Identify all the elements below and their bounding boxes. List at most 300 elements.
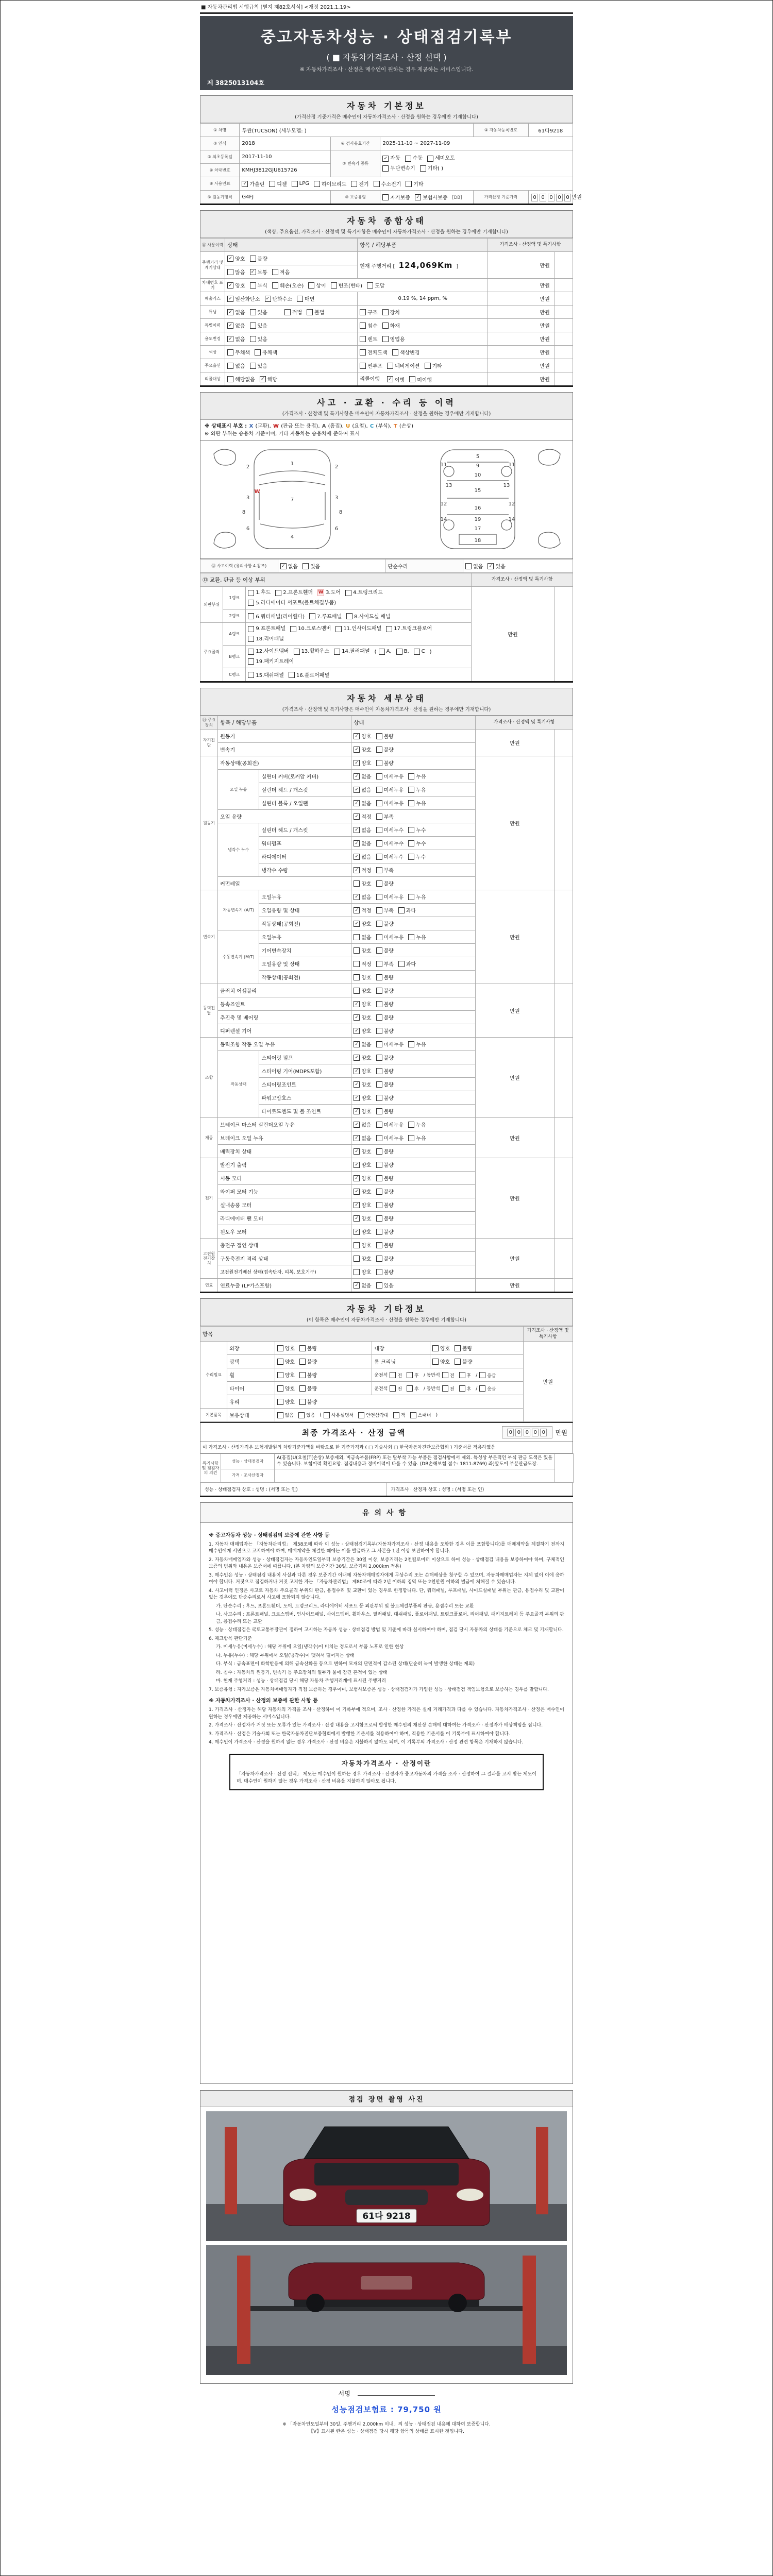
option-label: 부식 <box>257 283 267 289</box>
checkbox-option[interactable] <box>227 348 250 356</box>
option-label: 15.대쉬패널 <box>256 673 284 679</box>
checkbox-option[interactable] <box>354 1054 371 1061</box>
checkbox-option[interactable] <box>354 1107 371 1115</box>
notice-item: 1. 가격조사 · 산정자는 해당 자동차의 가격을 조사 · 산정하여 이 기록부에 적으며, 조사 · 산정한 가격은 실제 거래가격과 다를 수 있습니다. 자동차가격조사 · 산정은 매수인이 원하는 경우에만 제공하는 서비스입니다. <box>209 1707 564 1720</box>
checkbox-option[interactable] <box>376 853 404 860</box>
options-cell <box>358 359 488 372</box>
checkbox-option[interactable] <box>334 647 370 656</box>
option-label: 네비게이션 <box>395 364 420 369</box>
checkbox-option[interactable] <box>299 1398 317 1405</box>
checkbox: ✓ <box>354 1095 360 1101</box>
checkbox-option[interactable] <box>354 1067 371 1075</box>
checkbox-option[interactable] <box>376 1228 394 1235</box>
signature-blank[interactable] <box>358 2389 435 2396</box>
options-cell <box>351 1078 476 1091</box>
checkbox-option[interactable] <box>398 906 416 914</box>
checkbox-option[interactable] <box>354 933 371 941</box>
checkbox-option[interactable] <box>376 1188 394 1195</box>
checkbox-option[interactable] <box>280 562 298 570</box>
options-cell <box>351 1145 476 1158</box>
option-label: B, <box>404 649 409 654</box>
checkbox-option[interactable] <box>354 879 371 887</box>
headlight-right <box>457 2189 483 2201</box>
checkbox-option[interactable] <box>374 180 401 188</box>
digit-box: 0 <box>515 1429 522 1436</box>
options-cell <box>351 863 476 877</box>
checkbox-option[interactable] <box>376 893 404 901</box>
checkbox <box>324 1412 330 1418</box>
checkbox-option[interactable] <box>250 335 267 343</box>
checkbox-option[interactable] <box>307 308 324 316</box>
checkbox <box>408 894 414 900</box>
checkbox-option[interactable] <box>376 1094 394 1101</box>
option-label: 양호 <box>440 1360 450 1366</box>
checkbox-option[interactable] <box>324 1412 354 1418</box>
checkbox-option[interactable] <box>242 180 264 188</box>
checkbox-option[interactable] <box>227 268 245 276</box>
checkbox-option[interactable] <box>354 1281 371 1289</box>
mini-view-rear-right <box>539 532 560 548</box>
checkbox-option[interactable] <box>255 348 277 356</box>
checkbox-option[interactable] <box>227 321 245 329</box>
checkbox-option[interactable] <box>354 893 371 901</box>
checkbox-option[interactable] <box>376 1027 394 1035</box>
checkbox-option[interactable] <box>376 1000 394 1008</box>
checkbox-option[interactable] <box>277 1412 294 1418</box>
checkbox-option[interactable] <box>248 671 284 679</box>
checkbox <box>382 194 389 200</box>
checkbox-option[interactable] <box>410 1412 431 1418</box>
checkbox-option[interactable] <box>409 376 432 383</box>
checkbox-option[interactable] <box>248 598 336 608</box>
checkbox-option[interactable] <box>408 893 426 901</box>
checkbox-option[interactable] <box>354 1268 371 1276</box>
checkbox-option[interactable] <box>358 1412 388 1418</box>
checkbox-option[interactable] <box>248 657 294 667</box>
checkbox-option[interactable] <box>331 281 362 289</box>
checkbox-option[interactable] <box>425 362 442 369</box>
checkbox-option[interactable] <box>248 634 284 644</box>
checkbox-option[interactable] <box>354 799 371 807</box>
option-label: 없음 <box>361 774 372 780</box>
checkbox <box>277 1372 283 1378</box>
diagram-panel-number: 7 <box>290 497 294 503</box>
checkbox-option[interactable] <box>265 295 293 302</box>
option-label: C <box>421 649 425 654</box>
checkbox-option[interactable] <box>360 335 377 343</box>
checkbox-option[interactable] <box>248 647 289 656</box>
checkbox-option[interactable] <box>351 180 368 188</box>
checkbox-option[interactable] <box>420 164 443 174</box>
checkbox-option[interactable] <box>284 308 302 316</box>
checkbox-option[interactable] <box>345 588 383 598</box>
checkbox-option[interactable] <box>387 362 419 369</box>
label-cell: 냉각수 수량 <box>259 863 351 877</box>
checkbox-option[interactable] <box>376 839 404 847</box>
car-diagram-svg <box>205 443 569 555</box>
checkbox-option[interactable] <box>415 193 447 201</box>
checkbox-option[interactable] <box>248 588 271 598</box>
checkbox-option[interactable] <box>227 295 260 302</box>
checkbox-option[interactable] <box>465 562 483 570</box>
checkbox-option[interactable] <box>408 853 426 860</box>
checkbox-option[interactable] <box>376 960 394 968</box>
checkbox-option[interactable] <box>227 362 245 369</box>
checkbox-option[interactable] <box>346 612 391 620</box>
checkbox-option[interactable] <box>297 295 314 302</box>
checkbox-option[interactable] <box>248 624 285 634</box>
checkbox-option[interactable] <box>408 1040 426 1048</box>
checkbox-option[interactable] <box>382 193 410 201</box>
option-label: 양호 <box>361 1257 372 1262</box>
empty-cell <box>554 346 573 359</box>
options-cell <box>225 292 358 306</box>
label-cell: 실린더 커버(로커암 커버) <box>259 770 351 783</box>
checkbox-option[interactable] <box>354 1241 371 1249</box>
checkbox-option[interactable] <box>376 987 394 994</box>
checkbox-option[interactable] <box>376 1174 394 1182</box>
checkbox-option[interactable] <box>405 154 423 163</box>
checkbox-option[interactable] <box>227 308 245 316</box>
checkbox-option[interactable] <box>354 1080 371 1088</box>
checkbox: ✓ <box>354 921 360 927</box>
checkbox-option[interactable] <box>289 671 329 679</box>
checkbox-option[interactable] <box>382 321 400 329</box>
options-cell <box>246 668 472 682</box>
checkbox-option[interactable] <box>398 960 416 968</box>
w-mark-option[interactable] <box>317 588 341 598</box>
label-cell: 작동상태(공회전) <box>218 756 351 770</box>
checkbox-option[interactable] <box>376 1147 394 1155</box>
checkbox-option[interactable] <box>290 624 331 634</box>
option-label: 없음 <box>284 1413 294 1419</box>
checkbox-option[interactable] <box>299 1384 317 1392</box>
checkbox-option[interactable] <box>272 268 290 276</box>
checkbox-option[interactable] <box>376 1067 394 1075</box>
checkbox-option[interactable] <box>354 973 371 981</box>
price-appraisal-info-box <box>229 1754 544 1791</box>
checkbox-option[interactable] <box>382 335 405 343</box>
option-label: 불량 <box>383 734 394 740</box>
option-label: 과다 <box>406 962 416 968</box>
checkbox-option[interactable] <box>354 1000 371 1008</box>
checkbox-option[interactable] <box>376 1040 404 1048</box>
checkbox-option[interactable] <box>354 786 371 793</box>
checkbox-option[interactable] <box>250 321 267 329</box>
checkbox-option[interactable] <box>459 1385 472 1392</box>
checkbox-option[interactable] <box>376 1268 394 1276</box>
checkbox-option[interactable] <box>298 1412 315 1418</box>
checkbox-option[interactable] <box>354 920 371 927</box>
checkbox-option[interactable] <box>299 1371 317 1379</box>
checkbox-option[interactable] <box>408 799 426 807</box>
checkbox-option[interactable] <box>376 933 404 941</box>
checkbox-option[interactable] <box>354 1228 371 1235</box>
checkbox-option[interactable] <box>354 987 371 994</box>
checkbox-option[interactable] <box>408 1134 426 1142</box>
checkbox-option[interactable] <box>376 1255 394 1262</box>
checkbox-option[interactable] <box>354 1214 371 1222</box>
checkbox-option[interactable] <box>387 376 405 383</box>
option-label: 양호 <box>284 1400 295 1406</box>
checkbox-option[interactable] <box>227 375 255 383</box>
checkbox-option[interactable] <box>382 154 400 163</box>
checkbox-option[interactable] <box>376 1121 404 1128</box>
checkbox-option[interactable] <box>459 1372 472 1379</box>
checkbox-option[interactable] <box>292 181 309 187</box>
checkbox-option[interactable] <box>354 732 371 740</box>
legend-code: T <box>393 423 397 429</box>
checkbox-option[interactable] <box>272 281 304 289</box>
checkbox-option[interactable] <box>408 839 426 847</box>
checkbox-option[interactable] <box>354 772 371 780</box>
checkbox-option[interactable] <box>354 866 371 874</box>
checkbox <box>376 1175 382 1181</box>
checkbox-option[interactable] <box>442 1372 455 1379</box>
checkbox-option[interactable] <box>479 1372 496 1379</box>
options-cell <box>225 346 358 359</box>
checkbox-option[interactable] <box>354 826 371 834</box>
checkbox-option[interactable] <box>376 879 394 887</box>
checkbox-option[interactable] <box>488 562 505 570</box>
checkbox-option[interactable] <box>407 1385 419 1392</box>
checkbox-option[interactable] <box>376 1214 394 1222</box>
checkbox-option[interactable] <box>396 647 409 656</box>
checkbox-option[interactable] <box>376 1054 394 1061</box>
option-label: 수소전기 <box>381 182 401 188</box>
checkbox-option[interactable] <box>408 772 426 780</box>
diagram-panel-number: 3 <box>334 495 339 501</box>
checkbox-option[interactable] <box>376 812 394 820</box>
checkbox-option[interactable] <box>299 1358 317 1365</box>
checkbox-option[interactable] <box>250 268 267 276</box>
checkbox-option[interactable] <box>376 799 404 807</box>
checkbox-option[interactable] <box>354 960 371 968</box>
label-cell: ⑥ 차대번호 <box>200 164 240 177</box>
checkbox-option[interactable] <box>408 786 426 793</box>
checkbox <box>382 336 389 342</box>
checkbox-option[interactable] <box>354 1201 371 1209</box>
checkbox-option[interactable] <box>382 164 415 174</box>
checkbox-option[interactable] <box>260 375 277 383</box>
diagram-panel-number: 12 <box>440 501 447 507</box>
checkbox-option[interactable] <box>354 1040 371 1048</box>
checkbox-option[interactable] <box>354 1147 371 1155</box>
checkbox-option[interactable] <box>393 1412 406 1418</box>
checkbox-option[interactable] <box>277 1358 295 1365</box>
checkbox-option[interactable] <box>227 255 245 262</box>
checkbox-option[interactable] <box>376 745 394 753</box>
checkbox-option[interactable] <box>414 647 425 656</box>
checkbox-option[interactable] <box>408 826 426 834</box>
label-cell: 가격 · 조사산정자 <box>221 1469 275 1482</box>
label-cell: 만원 <box>476 890 554 984</box>
checkbox-option[interactable] <box>376 1080 394 1088</box>
checkbox-option[interactable] <box>360 308 377 316</box>
checkbox-option[interactable] <box>335 624 381 634</box>
checkbox-option[interactable] <box>376 732 394 740</box>
checkbox-option[interactable] <box>250 255 267 262</box>
checkbox-option[interactable] <box>376 772 404 780</box>
label-cell: ⑧ 사용연료 <box>200 177 240 191</box>
checkbox-option[interactable] <box>299 1344 317 1352</box>
checkbox-option[interactable] <box>376 946 394 954</box>
options-cell <box>351 1198 476 1212</box>
checkbox-option[interactable] <box>376 759 394 767</box>
checkbox-option[interactable] <box>379 647 392 656</box>
checkbox-option[interactable] <box>360 321 377 329</box>
label-cell: 보유상태 <box>227 1409 275 1422</box>
checkbox-option[interactable] <box>354 1255 371 1262</box>
notice-item: 6. 체크항목 판단기준 <box>209 1636 252 1641</box>
checkbox-option[interactable] <box>277 1384 295 1392</box>
checkbox-option[interactable] <box>376 1013 394 1021</box>
checkbox-option[interactable] <box>455 1358 472 1365</box>
option-label: 불량 <box>257 257 267 262</box>
checkbox-option[interactable] <box>376 1107 394 1115</box>
checkbox-option[interactable] <box>354 1027 371 1035</box>
checkbox <box>465 563 472 569</box>
section-title: 자동차 종합상태 <box>347 216 426 226</box>
checkbox <box>314 181 320 187</box>
checkbox-option[interactable] <box>427 154 455 163</box>
checkbox-option[interactable] <box>360 348 388 356</box>
option-label: 부족 <box>383 815 394 820</box>
label-cell: 작동상태(공회전) <box>259 917 351 930</box>
checkbox <box>407 1385 413 1392</box>
checkbox-option[interactable] <box>367 281 384 289</box>
checkbox-option[interactable] <box>354 853 371 860</box>
checkbox-option[interactable] <box>354 1013 371 1021</box>
checkbox-option[interactable] <box>382 308 400 316</box>
checkbox-option[interactable] <box>269 180 287 188</box>
checkbox-option[interactable] <box>354 946 371 954</box>
checkbox-option[interactable] <box>376 973 394 981</box>
options-cell <box>225 319 358 332</box>
label-cell: 수리필요 <box>200 1342 227 1409</box>
checkbox-option[interactable] <box>275 588 313 598</box>
checkbox-option[interactable] <box>354 1134 371 1142</box>
options-cell <box>275 1342 372 1355</box>
checkbox-option[interactable] <box>376 1161 394 1168</box>
option-label: 양호 <box>361 1270 372 1276</box>
checkbox <box>427 156 433 162</box>
checkbox-option[interactable] <box>354 1174 371 1182</box>
empty-cell <box>554 279 573 292</box>
windshield-glare <box>361 2276 412 2290</box>
checkbox <box>396 649 402 655</box>
checkbox-option[interactable] <box>390 1385 402 1392</box>
panel-number-marks <box>242 454 515 544</box>
checkbox-option[interactable] <box>432 1358 450 1365</box>
checkbox-option[interactable] <box>376 786 404 793</box>
checkbox-option[interactable] <box>376 906 394 914</box>
options-cell <box>225 359 358 372</box>
checkbox-option[interactable] <box>227 335 245 343</box>
checkbox-option[interactable] <box>376 826 404 834</box>
checkbox-option[interactable] <box>354 906 371 914</box>
option-label: 없음 <box>361 828 372 834</box>
checkbox-option[interactable] <box>408 1121 426 1128</box>
label-cell: 색상 <box>200 346 225 359</box>
checkbox-option[interactable] <box>303 562 320 570</box>
checkbox-option[interactable] <box>386 624 432 634</box>
checkbox: ✓ <box>354 1108 360 1114</box>
checkbox <box>382 323 389 329</box>
checkbox-option[interactable] <box>354 759 371 767</box>
option-label: 응급 <box>487 1373 496 1379</box>
checkbox-option[interactable] <box>376 866 394 874</box>
option-label: 양호 <box>361 1203 372 1209</box>
checkbox-option[interactable] <box>227 281 245 289</box>
checkbox-option[interactable] <box>354 1161 371 1168</box>
checkbox-option[interactable] <box>376 1201 394 1209</box>
checkbox-option[interactable] <box>314 180 346 188</box>
checkbox-option[interactable] <box>354 1121 371 1128</box>
option-label: 없음 <box>361 1123 372 1128</box>
checkbox-option[interactable] <box>376 1241 394 1249</box>
checkbox-option[interactable] <box>354 839 371 847</box>
section-accident-header <box>200 392 573 420</box>
checkbox-option[interactable] <box>479 1385 496 1392</box>
checkbox-option[interactable] <box>407 1372 419 1379</box>
option-label: 없음 <box>361 855 372 860</box>
checkbox-option[interactable] <box>442 1385 455 1392</box>
checkbox-option[interactable] <box>354 1094 371 1101</box>
label-cell: 내장 <box>372 1342 430 1355</box>
checkbox-option[interactable] <box>277 1344 295 1352</box>
checkbox <box>376 1081 382 1088</box>
checkbox <box>303 563 309 569</box>
checkbox-option[interactable] <box>250 281 267 289</box>
option-label: 양호 <box>361 1230 372 1235</box>
checkbox-option[interactable] <box>376 920 394 927</box>
option-label: 스패너 <box>417 1413 431 1419</box>
option-label: 불량 <box>383 1029 394 1035</box>
options-cell <box>351 944 476 957</box>
option-label: 상이 <box>316 283 326 289</box>
checkbox-option[interactable] <box>250 308 267 316</box>
option-label: 불량 <box>383 1015 394 1021</box>
checkbox-option[interactable] <box>408 933 426 941</box>
checkbox-option[interactable] <box>432 1344 450 1352</box>
checkbox-option[interactable] <box>277 1398 295 1405</box>
label-cell: 동력전달 <box>200 984 218 1038</box>
divider <box>200 204 573 205</box>
checkbox-option[interactable] <box>360 362 382 369</box>
checkbox-option[interactable] <box>294 647 330 656</box>
text-run: [DB] <box>452 195 462 200</box>
notices-body <box>200 1523 573 2083</box>
checkbox-option[interactable] <box>406 180 423 188</box>
checkbox-option[interactable] <box>277 1371 295 1379</box>
checkbox <box>351 181 357 187</box>
checkbox-option[interactable] <box>376 1281 394 1289</box>
checkbox-option[interactable] <box>354 1188 371 1195</box>
notice-item: 마. 현재 주행거리 : 성능 · 상태점검 당시 해당 자동차 주행거리계에 표시된 주행거리 <box>216 1679 386 1684</box>
checkbox-option[interactable] <box>390 1372 402 1379</box>
checkbox-option[interactable] <box>354 812 371 820</box>
checkbox-option[interactable] <box>308 281 326 289</box>
empty-cell <box>554 1118 573 1158</box>
checkbox-option[interactable] <box>455 1344 472 1352</box>
checkbox-option[interactable] <box>309 612 342 620</box>
checkbox-option[interactable] <box>392 348 420 356</box>
checkbox-option[interactable] <box>248 612 305 620</box>
checkbox-option[interactable] <box>376 1134 404 1142</box>
checkbox-option[interactable] <box>250 362 267 369</box>
checkbox-option[interactable] <box>354 745 371 753</box>
